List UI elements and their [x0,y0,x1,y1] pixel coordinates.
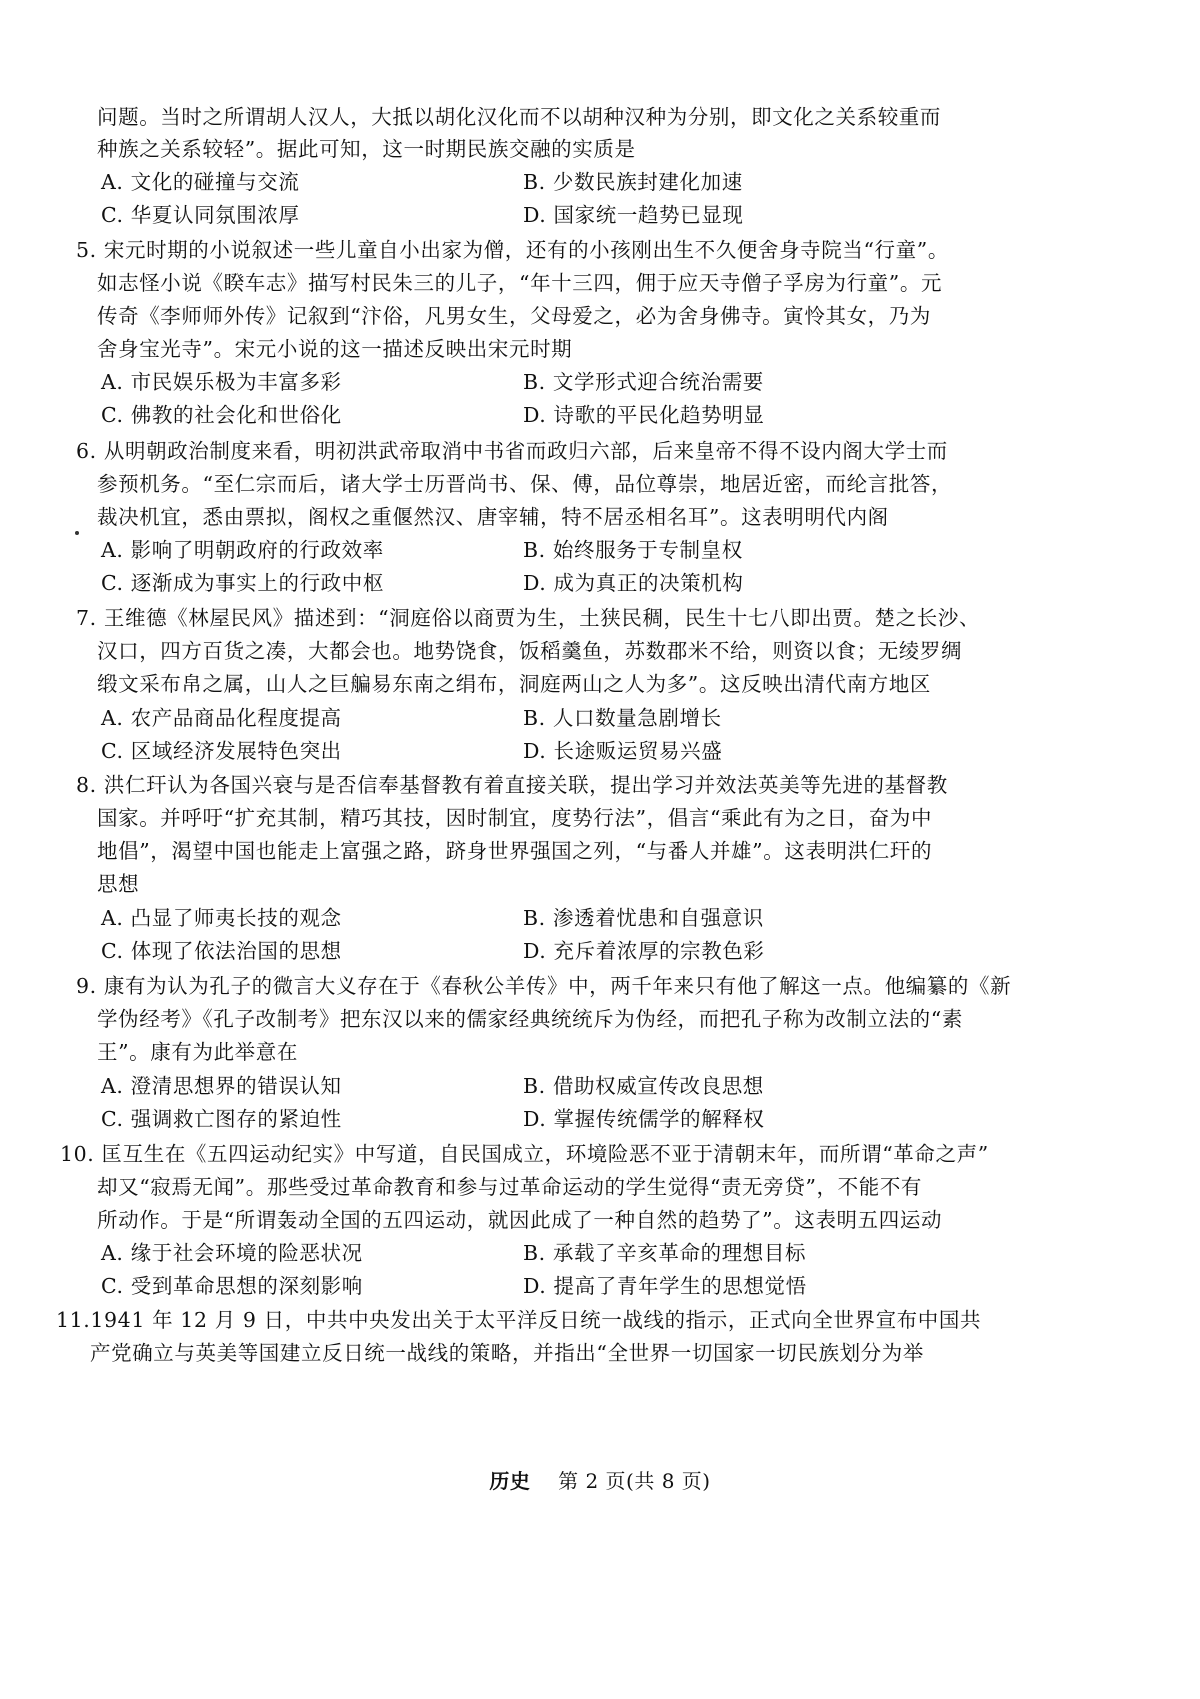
q7-option-b: B. 人口数量急剧增长 [523,706,722,730]
q5-option-d: D. 诗歌的平民化趋势明显 [523,403,765,427]
q4-stem-line-2: 种族之关系较轻”。据此可知，这一时期民族交融的实质是 [97,137,636,161]
q7-stem-line-2: 汉口，四方百货之凑，大都会也。地势饶食，饭稻羹鱼，苏数郡米不给，则资以食；无绫罗绸 [97,639,963,663]
q10-stem-line-1: 10. 匡互生在《五四运动纪实》中写道，自民国成立，环境险恶不亚于清朝末年，而所谓“革命之声” [60,1142,989,1166]
q4-option-a: A. 文化的碰撞与交流 [101,170,300,194]
q7-option-c: C. 区域经济发展特色突出 [101,739,342,763]
q8-option-c: C. 体现了依法治国的思想 [101,939,342,963]
q10-option-c: C. 受到革命思想的深刻影响 [101,1274,363,1298]
q4-option-d: D. 国家统一趋势已显现 [523,203,744,227]
q11-stem-line-2: 产党确立与英美等国建立反日统一战线的策略，并指出“全世界一切国家一切民族划分为举 [90,1341,924,1365]
q6-option-a: A. 影响了明朝政府的行政效率 [101,538,384,562]
q9-stem-line-1: 9. 康有为认为孔子的微言大义存在于《春秋公羊传》中，两千年来只有他了解这一点。他编纂的《新 [76,974,1012,998]
q6-option-d: D. 成为真正的决策机构 [523,571,744,595]
q4-stem-line-1: 问题。当时之所谓胡人汉人，大抵以胡化汉化而不以胡种汉种为分别，即文化之关系较重而 [97,105,941,129]
q10-option-d: D. 提高了青年学生的思想觉悟 [523,1274,807,1298]
q10-option-a: A. 缘于社会环境的险恶状况 [101,1241,363,1265]
q9-stem-line-2: 学伪经考》《孔子改制考》把东汉以来的儒家经典统统斥为伪经，而把孔子称为改制立法的“素 [97,1007,963,1031]
q6-option-c: C. 逐渐成为事实上的行政中枢 [101,571,384,595]
q8-stem-line-1: 8. 洪仁玕认为各国兴衰与是否信奉基督教有着直接关联，提出学习并效法英美等先进的基督教 [76,773,948,797]
q10-stem-line-3: 所动作。于是“所谓轰动全国的五四运动，就因此成了一种自然的趋势了”。这表明五四运动 [97,1208,943,1232]
q5-stem-line-1: 5. 宋元时期的小说叙述一些儿童自小出家为僧，还有的小孩刚出生不久便舍身寺院当“行童”。 [76,238,949,262]
q8-stem-line-4: 思想 [97,872,140,896]
q5-stem-line-4: 舍身宝光寺”。宋元小说的这一描述反映出宋元时期 [97,337,573,361]
q9-option-c: C. 强调救亡图存的紧迫性 [101,1107,342,1131]
q6-stem-line-3: 裁决机宜，悉由票拟，阁权之重偃然汉、唐宰辅，特不居丞相名耳”。这表明明代内阁 [97,505,889,529]
q7-option-a: A. 农产品商品化程度提高 [101,706,342,730]
q6-stem-line-2: 参预机务。“至仁宗而后，诸大学士历晋尚书、保、傅，品位尊崇，地居近密，而纶言批答， [97,472,953,496]
q9-option-b: B. 借助权威宣传改良思想 [523,1074,764,1098]
q7-option-d: D. 长途贩运贸易兴盛 [523,739,723,763]
footer-page-info: 第 2 页(共 8 页) [558,1469,711,1493]
q7-stem-line-3: 缎文采布帛之属，山人之巨艑易东南之绢布，洞庭两山之人为多”。这反映出清代南方地区 [97,672,931,696]
footer-subject: 历史 [489,1469,531,1493]
q8-option-a: A. 凸显了师夷长技的观念 [101,906,342,930]
q9-stem-line-3: 王”。康有为此举意在 [97,1040,298,1064]
q11-stem-line-1: 11.1941 年 12 月 9 日，中共中央发出关于太平洋反日统一战线的指示，正式向全世界宣布中国共 [56,1308,982,1332]
q6-stem-line-1: 6. 从明朝政治制度来看，明初洪武帝取消中书省而政归六部，后来皇帝不得不设内阁大学士而 [76,439,948,463]
q10-stem-line-2: 却又“寂焉无闻”。那些受过革命教育和参与过革命运动的学生觉得“责无旁贷”，不能不有 [97,1175,923,1199]
q5-stem-line-3: 传奇《李师师外传》记叙到“汴俗，凡男女生，父母爱之，必为舍身佛寺。寅怜其女，乃为 [97,304,931,328]
q8-option-d: D. 充斥着浓厚的宗教色彩 [523,939,765,963]
q5-stem-line-2: 如志怪小说《睽车志》描写村民朱三的儿子，“年十三四，佣于应天寺僧子孚房为行童”。元 [97,271,943,295]
q9-option-a: A. 澄清思想界的错误认知 [101,1074,342,1098]
q9-option-d: D. 掌握传统儒学的解释权 [523,1107,765,1131]
q5-option-c: C. 佛教的社会化和世俗化 [101,403,342,427]
q8-stem-line-2: 国家。并呼吁“扩充其制，精巧其技，因时制宜，度势行法”，倡言“乘此有为之日，奋为中 [97,806,933,830]
q6-option-b: B. 始终服务于专制皇权 [523,538,743,562]
page-footer [0,1466,1200,1496]
q8-stem-line-3: 地倡”，渴望中国也能走上富强之路，跻身世界强国之列，“与番人并雄”。这表明洪仁玕的 [97,839,933,863]
q5-option-b: B. 文学形式迎合统治需要 [523,370,764,394]
q10-option-b: B. 承载了辛亥革命的理想目标 [523,1241,807,1265]
q4-option-c: C. 华夏认同氛围浓厚 [101,203,300,227]
q5-option-a: A. 市民娱乐极为丰富多彩 [101,370,342,394]
q7-stem-line-1: 7. 王维德《林屋民风》描述到：“洞庭俗以商贾为生，土狭民稠，民生十七八即出贾。楚之长沙、 [76,606,981,630]
q4-option-b: B. 少数民族封建化加速 [523,170,743,194]
scan-speck [75,531,79,535]
q8-option-b: B. 渗透着忧患和自强意识 [523,906,764,930]
